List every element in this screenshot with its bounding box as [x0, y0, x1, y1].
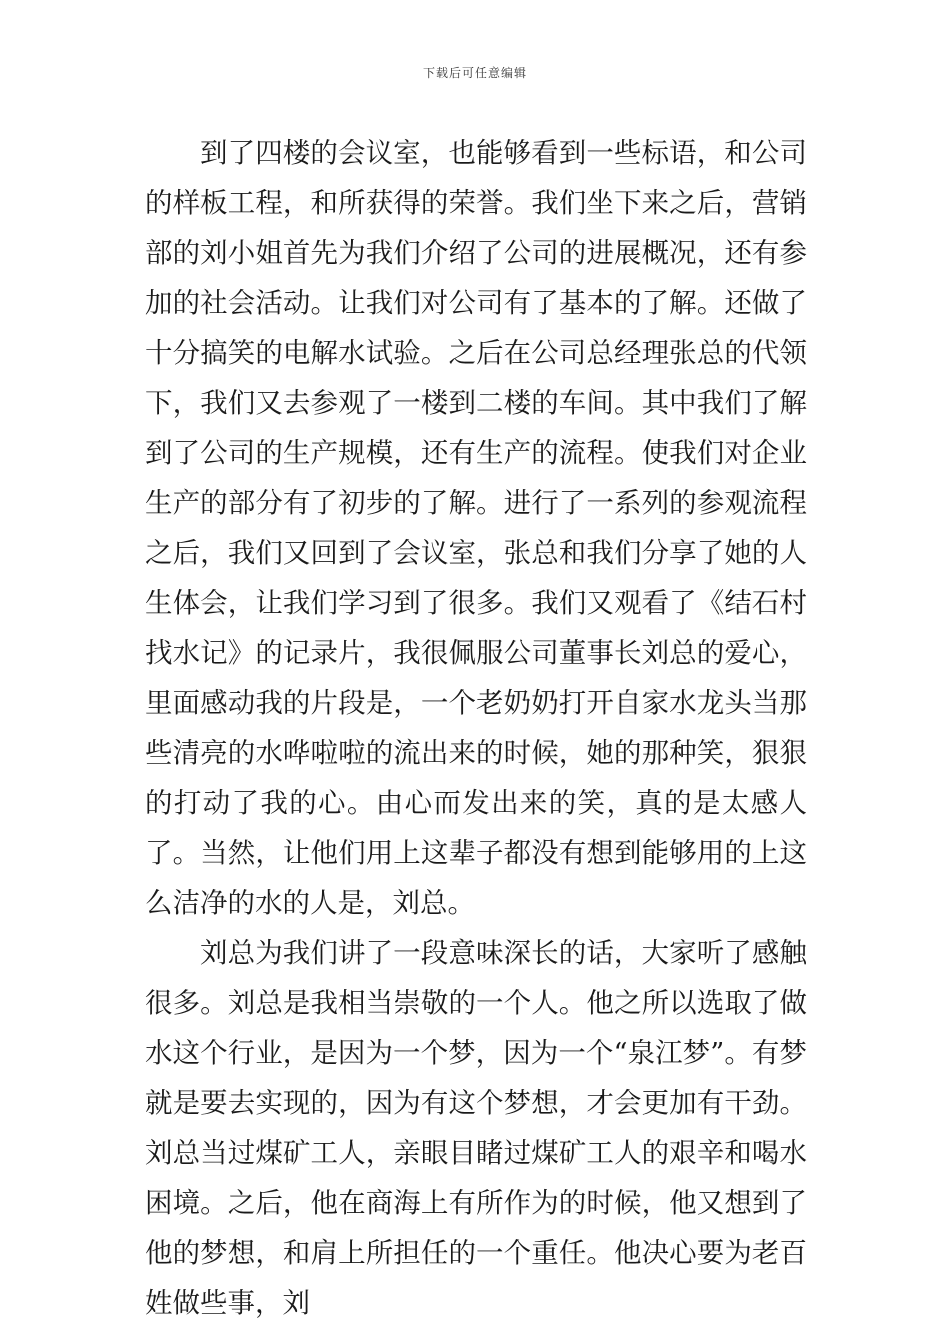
- paragraph-1: 到了四楼的会议室，也能够看到一些标语，和公司的样板工程，和所获得的荣誉。我们坐下来之后，营销部的刘小姐首先为我们介绍了公司的进展概况，还有参加的社会活动。让我们对公司有了基本的了解。还做了十分搞笑的电解水试验。之后在公司总经理张总的代领下，我们又去参观了一楼到二楼的车间。其中我们了解到了公司的生产规模，还有生产的流程。使我们对企业生产的部分有了初步的了解。进行了一系列的参观流程之后，我们又回到了会议室，张总和我们分享了她的人生体会，让我们学习到了很多。我们又观看了《结石村找水记》的记录片，我很佩服公司董事长刘总的爱心，里面感动我的片段是，一个老奶奶打开自家水龙头当那些清亮的水哗啦啦的流出来的时候，她的那种笑，狠狠的打动了我的心。由心而发出来的笑，真的是太感人了。当然，让他们用上这辈子都没有想到能够用的上这么洁净的水的人是，刘总。: [145, 137, 807, 919]
- paragraph-2: 刘总为我们讲了一段意味深长的话，大家听了感触很多。刘总是我相当崇敬的一个人。他之所以选取了做水这个行业，是因为一个梦，因为一个“泉江梦”。有梦就是要去实现的，因为有这个梦想，才会更加有干劲。刘总当过煤矿工人，亲眼目睹过煤矿工人的艰辛和喝水困境。之后，他在商海上有所作为的时候，他又想到了他的梦想，和肩上所担任的一个重任。他决心要为老百姓做些事，刘: [145, 937, 807, 1319]
- document-body: [145, 128, 807, 1328]
- header-note: 下载后可任意编辑: [422, 66, 527, 80]
